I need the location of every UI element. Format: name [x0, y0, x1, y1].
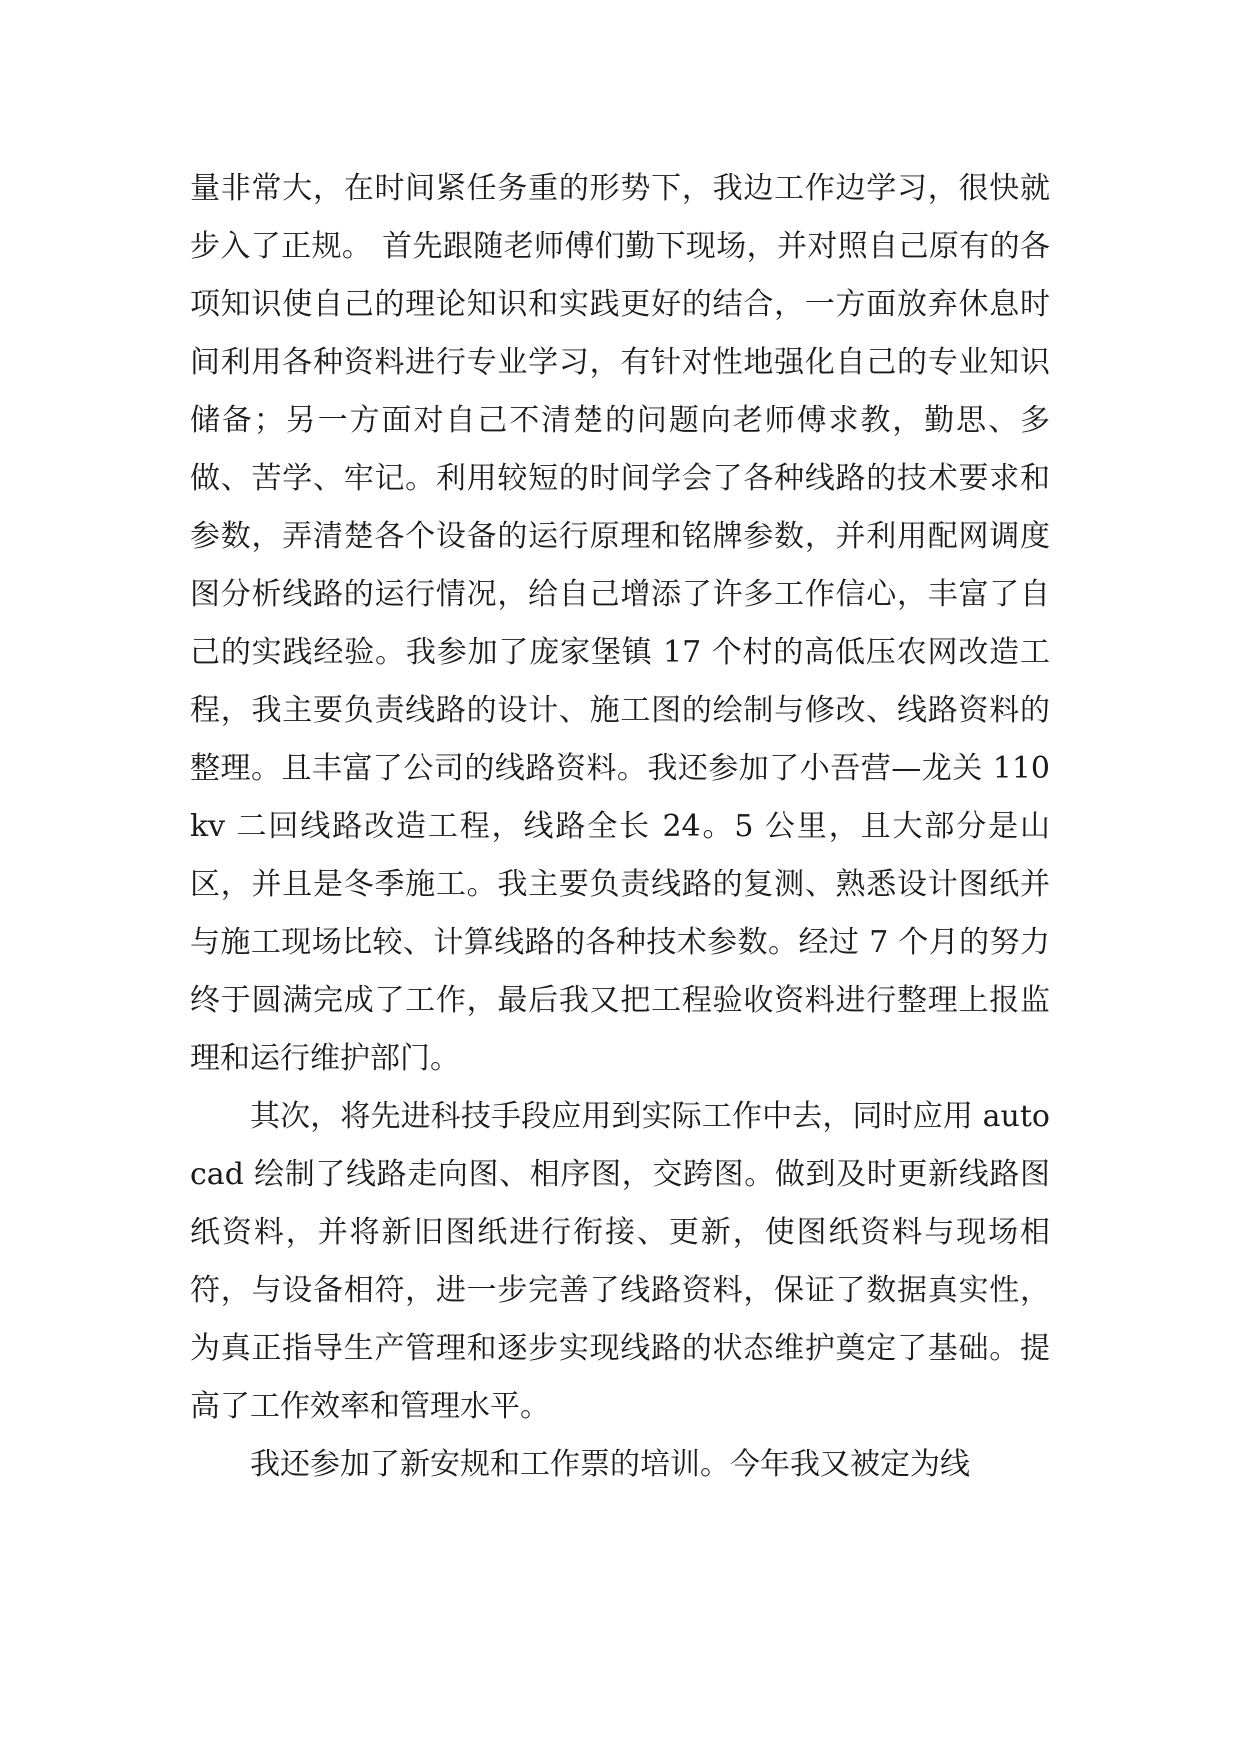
- paragraph-1: 量非常大，在时间紧任务重的形势下，我边工作边学习，很快就步入了正规。 首先跟随老师傅们勤下现场，并对照自己原有的各项知识使自己的理论知识和实践更好的结合，一方面放弃休息时间利用各种资料进行专业学习，有针对性地强化自己的专业知识储备；另一方面对自己不清楚的问题向老师傅求教，勤思、多做、苦学、牢记。利用较短的时间学会了各种线路的技术要求和参数，弄清楚各个设备的运行原理和铭牌参数，并利用配网调度图分析线路的运行情况，给自己增添了许多工作信心，丰富了自己的实践经验。我参加了庞家堡镇 17 个村的高低压农网改造工程，我主要负责线路的设计、施工图的绘制与修改、线路资料的整理。且丰富了公司的线路资料。我还参加了小吾营—龙关 110kv 二回线路改造工程，线路全长 24。5 公里，且大部分是山区，并且是冬季施工。我主要负责线路的复测、熟悉设计图纸并与施工现场比较、计算线路的各种技术参数。经过 7 个月的努力终于圆满完成了工作，最后我又把工程验收资料进行整理上报监理和运行维护部门。: [190, 171, 1050, 1076]
- paragraph-3: 我还参加了新安规和工作票的培训。今年我又被定为线: [250, 1447, 970, 1482]
- paragraph-2: 其次，将先进科技手段应用到实际工作中去，同时应用 autocad 绘制了线路走向图、相序图，交跨图。做到及时更新线路图纸资料，并将新旧图纸进行衔接、更新，使图纸资料与现场相符，与设备相符，进一步完善了线路资料，保证了数据真实性，为真正指导生产管理和逐步实现线路的状态维护奠定了基础。提高了工作效率和管理水平。: [190, 1099, 1050, 1424]
- document-body: [190, 160, 1050, 1494]
